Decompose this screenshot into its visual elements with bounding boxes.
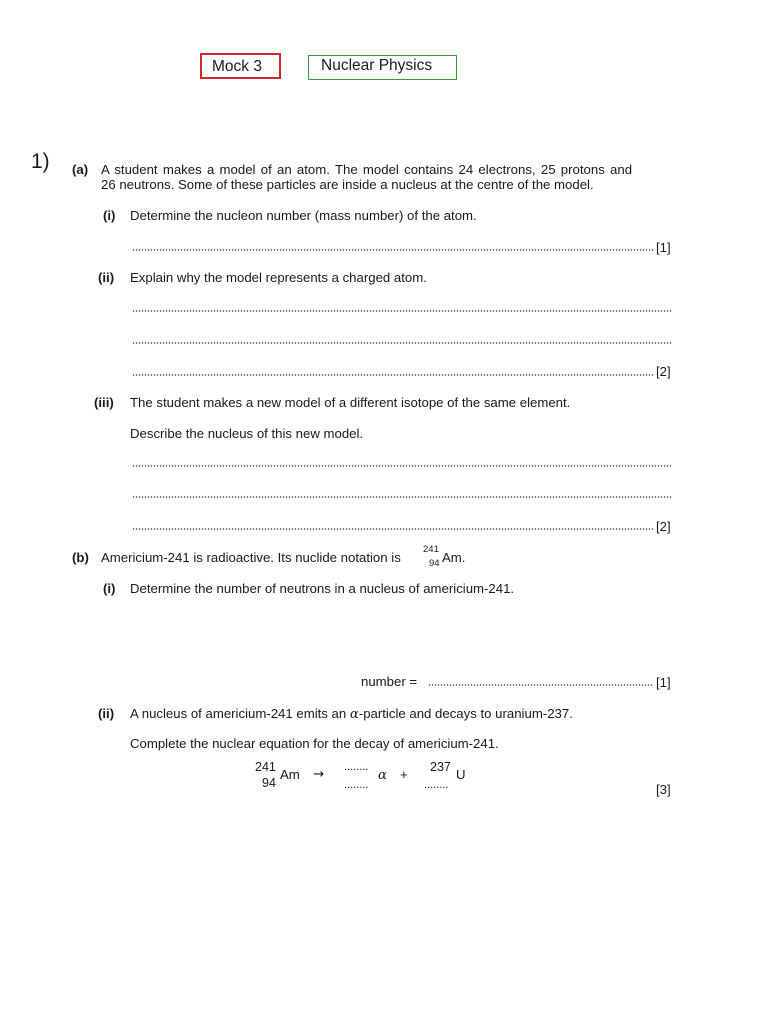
part-a-text-line1: A student makes a model of an atom. The model contains 24 electrons, 25 protons and [101, 162, 633, 177]
nuclear-equation [250, 758, 490, 798]
part-b-ii-text-before: A nucleus of americium-241 emits an [130, 706, 347, 721]
answer-line[interactable] [132, 374, 654, 376]
part-a-text-line2: 26 neutrons. Some of these particles are inside a nucleus at the centre of the model. [101, 177, 594, 192]
part-a-ii-label: (ii) [98, 270, 115, 285]
answer-line[interactable] [132, 342, 672, 344]
nuclide-notation-am [422, 545, 472, 571]
part-a-label: (a) [72, 162, 89, 177]
marks-b-ii: [3] [656, 782, 671, 797]
part-b-ii-text [130, 706, 573, 723]
alpha-mass-blank[interactable]: ........ [344, 761, 369, 773]
plus-sign: + [400, 767, 408, 782]
answer-line[interactable] [132, 496, 672, 498]
u-symbol: U [456, 767, 466, 782]
part-b-label: (b) [72, 550, 89, 565]
alpha-particle-symbol: α [378, 768, 387, 783]
part-b-ii-text-after: -particle and decays to uranium-237. [358, 706, 573, 721]
u-atomic-blank[interactable]: ........ [424, 779, 449, 791]
part-b-i-text: Determine the number of neutrons in a nucleus of americium-241. [130, 581, 515, 596]
part-b-i-label: (i) [103, 581, 116, 596]
alpha-atomic-blank[interactable]: ........ [344, 779, 369, 791]
nuclide-mass-number: 241 [423, 544, 439, 555]
mock-label: Mock 3 [212, 58, 262, 75]
u-mass-number: 237 [430, 760, 451, 774]
part-b-text: Americium-241 is radioactive. Its nuclide notation is [101, 550, 401, 565]
mock-label-box [200, 53, 281, 79]
part-a-i-label: (i) [103, 208, 116, 223]
am-mass-number: 241 [255, 760, 276, 774]
question-number: 1) [31, 150, 50, 173]
arrow-icon: → [313, 767, 325, 782]
marks-a-iii: [2] [656, 519, 671, 534]
alpha-symbol: α [349, 707, 359, 722]
part-a-ii-text: Explain why the model represents a charged atom. [130, 270, 427, 285]
answer-line[interactable] [132, 465, 672, 467]
part-b-ii-instruction: Complete the nuclear equation for the decay of americium-241. [130, 736, 499, 751]
topic-label-box [308, 55, 457, 80]
am-atomic-number: 94 [262, 776, 276, 790]
nuclide-atomic-number: 94 [429, 558, 440, 569]
part-a-iii-label: (iii) [94, 395, 114, 410]
answer-prefix: number = [361, 674, 418, 689]
answer-line[interactable] [132, 310, 672, 312]
part-b-ii-label: (ii) [98, 706, 115, 721]
part-a-i-text: Determine the nucleon number (mass number) of the atom. [130, 208, 477, 223]
answer-line[interactable] [132, 528, 654, 530]
marks-a-ii: [2] [656, 364, 671, 379]
nuclide-symbol: Am. [442, 550, 466, 565]
am-symbol: Am [280, 767, 300, 782]
marks-b-i: [1] [656, 675, 671, 690]
marks-a-i: [1] [656, 240, 671, 255]
part-a-iii-text-line2: Describe the nucleus of this new model. [130, 426, 364, 441]
part-a-iii-text-line1: The student makes a new model of a different isotope of the same element. [130, 395, 571, 410]
topic-label: Nuclear Physics [321, 57, 433, 74]
answer-line[interactable] [428, 684, 654, 686]
answer-line[interactable] [132, 249, 654, 251]
